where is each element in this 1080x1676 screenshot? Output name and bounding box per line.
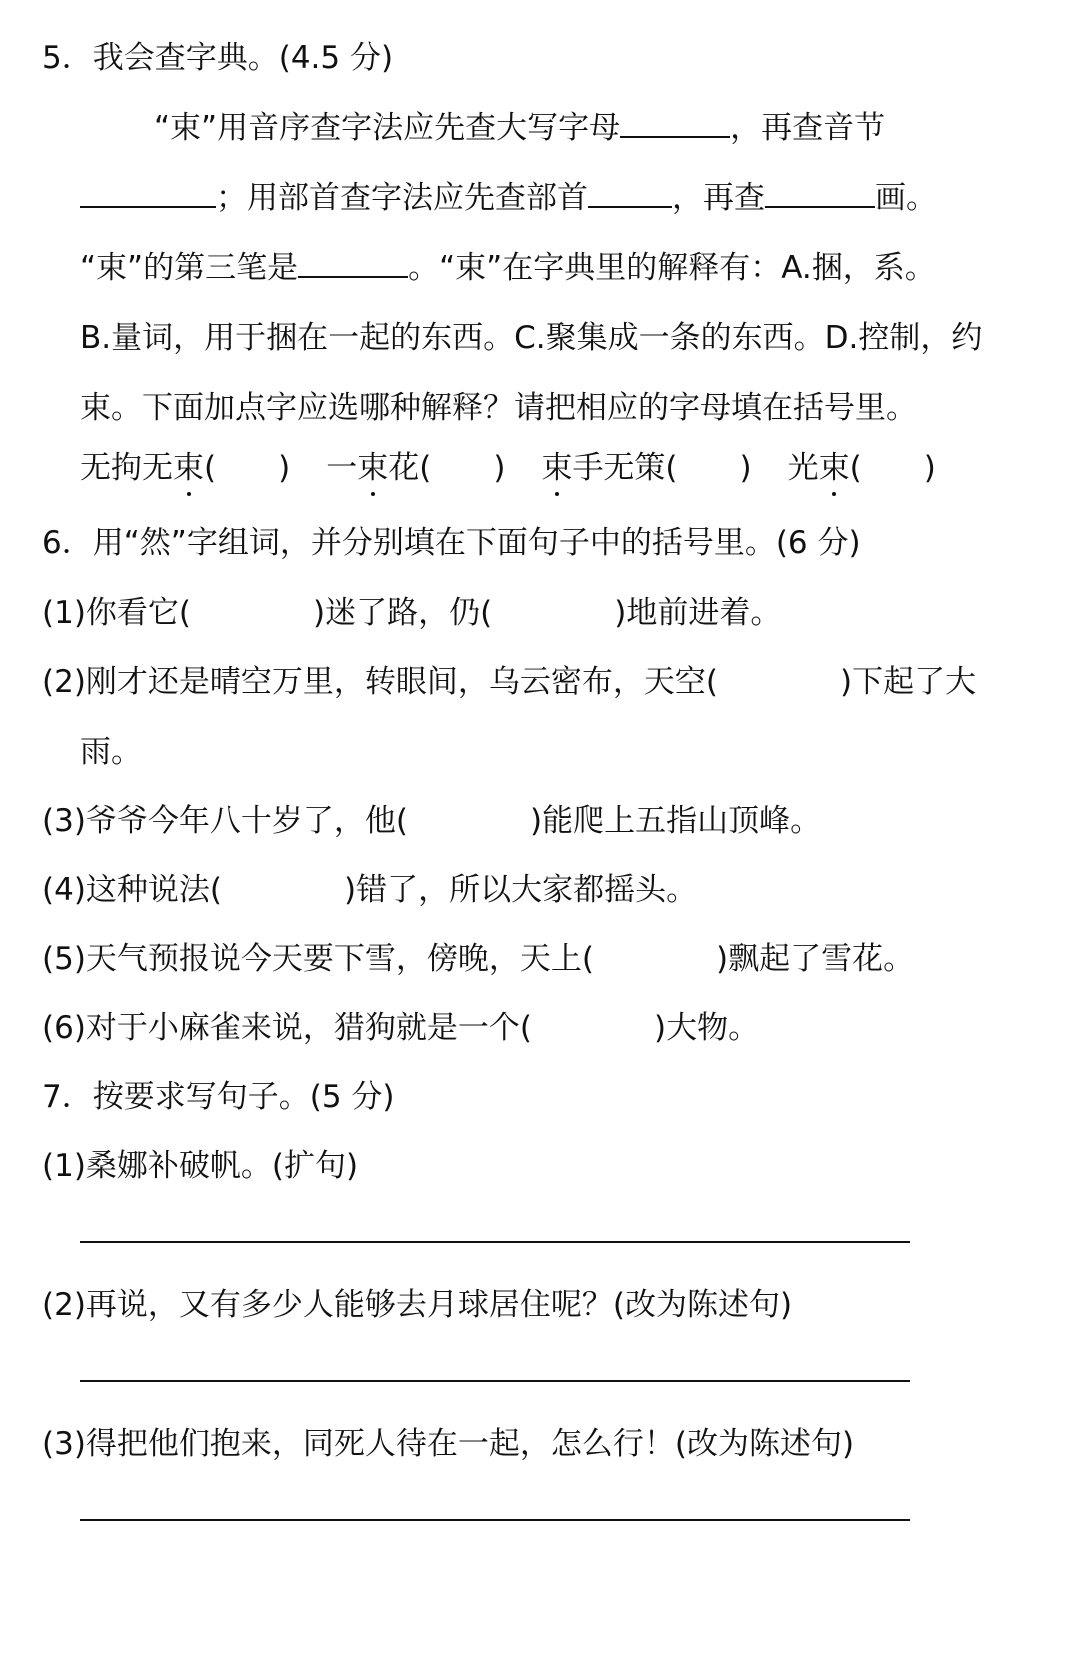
q5-item-1 (80, 448, 290, 488)
q6-sentence-3 (42, 801, 821, 841)
q5-item-4 (788, 448, 936, 488)
q6-s1-text-a: (1)你看它( (42, 595, 192, 631)
answer-blank-syllable[interactable] (80, 180, 216, 208)
q6-sentence-4 (42, 870, 697, 910)
q5-item-1-dotted-char: 束 (173, 450, 204, 486)
answer-blank-radical[interactable] (588, 180, 672, 208)
q5-item-1-close: ) (278, 450, 291, 486)
q5-item-2 (326, 448, 505, 488)
q6-s1-text-c: )地前进着。 (614, 595, 782, 631)
q5-line1-text-b: ，再查音节 (730, 110, 886, 146)
q6-s4-text-b: )错了，所以大家都摇头。 (344, 872, 698, 908)
q6-sentence-5 (42, 939, 914, 979)
q6-sentence-1 (42, 593, 781, 633)
q6-sentence-6 (42, 1008, 759, 1048)
q5-items-row (80, 448, 936, 488)
q6-s3-text-a: (3)爷爷今年八十岁了，他( (42, 803, 409, 839)
q5-line1-text-a: “束”用音序查字法应先查大写字母 (154, 110, 621, 146)
q5-line3-text-b: 。“束”在字典里的解释有：A.捆，系。 (408, 250, 936, 286)
q5-line2-text-a: ；用部首查字法应先查部首 (216, 180, 588, 216)
q7-answer-line-3[interactable] (80, 1519, 910, 1521)
q6-s5-text-a: (5)天气预报说今天要下雪，傍晚，天上( (42, 941, 595, 977)
q7-prompt-1: (1)桑娜补破帆。(扩句) (42, 1148, 359, 1184)
q5-line2-text-b: ，再查 (672, 180, 765, 216)
q5-line3-text-a: “束”的第三笔是 (80, 250, 299, 286)
q5-line-1 (154, 108, 885, 148)
q6-s6-text-b: )大物。 (654, 1010, 760, 1046)
q5-item-4-dotted-char: 束 (818, 450, 850, 486)
q5-item-2-pre: 一 (326, 450, 358, 486)
q5-item-2-open: 花( (388, 450, 432, 486)
q5-item-2-close: ) (493, 450, 506, 486)
q6-s4-text-a: (4)这种说法( (42, 872, 223, 908)
q6-sentence-2-cont: 雨。 (80, 734, 142, 770)
q5-item-4-open: ( (849, 450, 862, 486)
q5-item-1-open: ( (204, 450, 217, 486)
q5-line-4: B.量词，用于捆在一起的东西。C.聚集成一条的东西。D.控制，约 (80, 320, 983, 356)
q6-s6-text-a: (6)对于小麻雀来说，猎狗就是一个( (42, 1010, 533, 1046)
q5-item-3-close: ) (739, 450, 752, 486)
q5-line2-text-c: 画。 (875, 180, 937, 216)
q7-heading: 7．按要求写句子。(5 分) (42, 1079, 395, 1115)
q6-s5-text-b: )飘起了雪花。 (716, 941, 915, 977)
q5-item-3-dotted-char: 束 (541, 450, 573, 486)
q6-s2-text-a: (2)刚才还是晴空万里，转眼间，乌云密布，天空( (42, 664, 719, 700)
q5-item-3-open: 手无策( (572, 450, 678, 486)
q6-s2-text-b: )下起了大 (840, 664, 977, 700)
q5-item-4-pre: 光 (787, 450, 819, 486)
q5-item-2-dotted-char: 束 (357, 450, 389, 486)
q7-prompt-3: (3)得把他们抱来，同死人待在一起，怎么行！(改为陈述句) (42, 1426, 855, 1462)
q6-s3-text-b: )能爬上五指山顶峰。 (530, 803, 822, 839)
answer-blank-capital-letter[interactable] (620, 110, 730, 138)
q5-item-4-close: ) (923, 450, 936, 486)
q6-s1-text-b: )迷了路，仍( (313, 595, 493, 631)
q7-prompt-2: (2)再说，又有多少人能够去月球居住呢？(改为陈述句) (42, 1287, 793, 1323)
q6-sentence-2 (42, 662, 976, 702)
q5-item-3 (541, 448, 751, 488)
q5-item-1-pre: 无拘无 (80, 450, 173, 486)
q5-line-2 (80, 178, 937, 218)
answer-blank-strokes[interactable] (765, 180, 875, 208)
q5-line-3 (80, 248, 936, 288)
answer-blank-third-stroke[interactable] (298, 250, 408, 278)
q6-heading: 6．用“然”字组词，并分别填在下面句子中的括号里。(6 分) (42, 525, 861, 561)
q5-heading: 5．我会查字典。(4.5 分) (42, 40, 394, 76)
q5-line-5: 束。下面加点字应选哪种解释？请把相应的字母填在括号里。 (80, 390, 917, 426)
q7-answer-line-2[interactable] (80, 1380, 910, 1382)
q7-answer-line-1[interactable] (80, 1241, 910, 1243)
